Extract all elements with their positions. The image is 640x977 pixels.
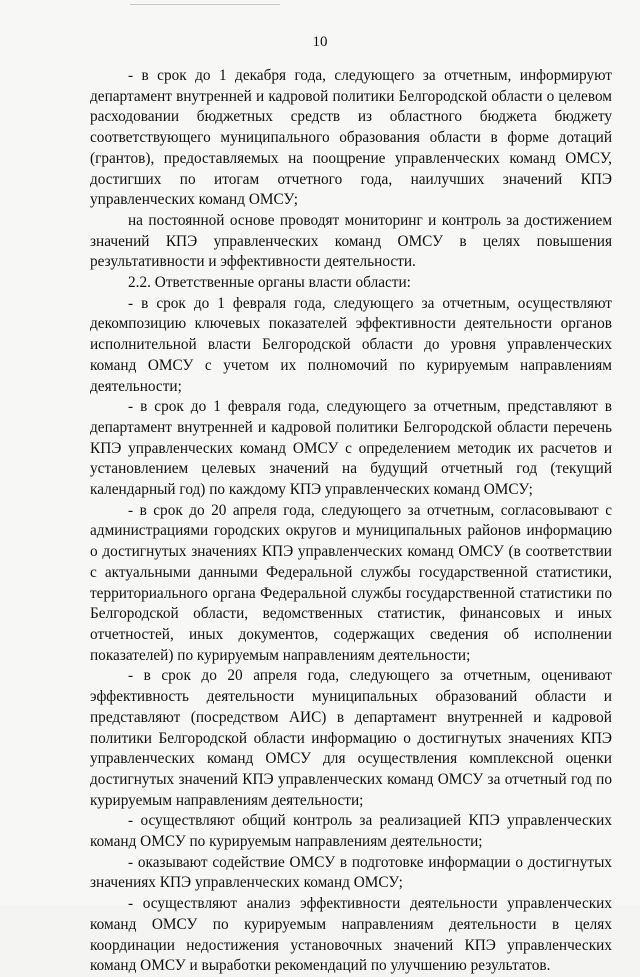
paragraph: - в срок до 20 апреля года, следующего за отчетным, согласовывают с администрациями городских округов и муниципальных районов информацию о достигнутых значениях КПЭ управленческих команд ОМСУ (в соответствии с актуальными данными Федеральной службы государственной статистики, территориального органа Федеральной службы государственной статистики по Белгородской области, ведомственных статистик, финансовых и иных отчетностей, иных документов, содержащих сведения об исполнении показателей) по курируемым направлениям деятельности; [90, 501, 612, 664]
section-heading: 2.2. Ответственные органы власти области: [128, 274, 411, 292]
paragraph: - осуществляют общий контроль за реализацией КПЭ управленческих команд ОМСУ по курируемым направлениям деятельности; [90, 812, 612, 851]
paragraph: на постоянной основе проводят мониторинг и контроль за достижением значений КПЭ управленческих команд ОМСУ в целях повышения результативности и эффективности деятельности. [90, 211, 612, 271]
paragraph: - осуществляют анализ эффективности деятельности управленческих команд ОМСУ по курируемым направлениям деятельности в целях координации недостижения установочных значений КПЭ управленческих команд ОМСУ и выработки рекомендаций по улучшению результатов. [90, 895, 612, 975]
document-body [90, 66, 612, 977]
paragraph: - в срок до 1 декабря года, следующего за отчетным, информируют департамент внутренней и кадровой политики Белгородской области о целевом расходовании бюджетных средств из областного бюджета бюджету соответствующего муниципального образования области в форме дотаций (грантов), предоставляемых на поощрение управленческих команд ОМСУ, достигших по итогам отчетного года, наилучших значений КПЭ управленческих команд ОМСУ; [90, 67, 612, 209]
paragraph: - в срок до 1 февраля года, следующего за отчетным, представляют в департамент внутренней и кадровой политики Белгородской области перечень КПЭ управленческих команд ОМСУ с определением методик их расчетов и установлением целевых значений на будущий отчетный год (текущий календарный год) по каждому КПЭ управленческих команд ОМСУ; [90, 398, 612, 499]
paragraph: - оказывают содействие ОМСУ в подготовке информации о достигнутых значениях КПЭ управленческих команд ОМСУ; [90, 853, 612, 892]
top-divider [130, 4, 280, 5]
paragraph: - в срок до 1 февраля года, следующего за отчетным, осуществляют декомпозицию ключевых показателей эффективности деятельности органов исполнительной власти Белгородской области до уровня управленческих команд ОМСУ с учетом их полномочий по курируемым направлениям деятельности; [90, 294, 612, 395]
paragraph: - в срок до 20 апреля года, следующего за отчетным, оценивают эффективность деятельности муниципальных образований области и представляют (посредством АИС) в департамент внутренней и кадровой политики Белгородской области информацию о достигнутых значениях КПЭ управленческих команд ОМСУ для осуществления комплексной оценки достигнутых значений КПЭ управленческих команд ОМСУ за отчетный год по курируемым направлениям деятельности; [90, 667, 612, 809]
page-number: 10 [312, 34, 328, 50]
